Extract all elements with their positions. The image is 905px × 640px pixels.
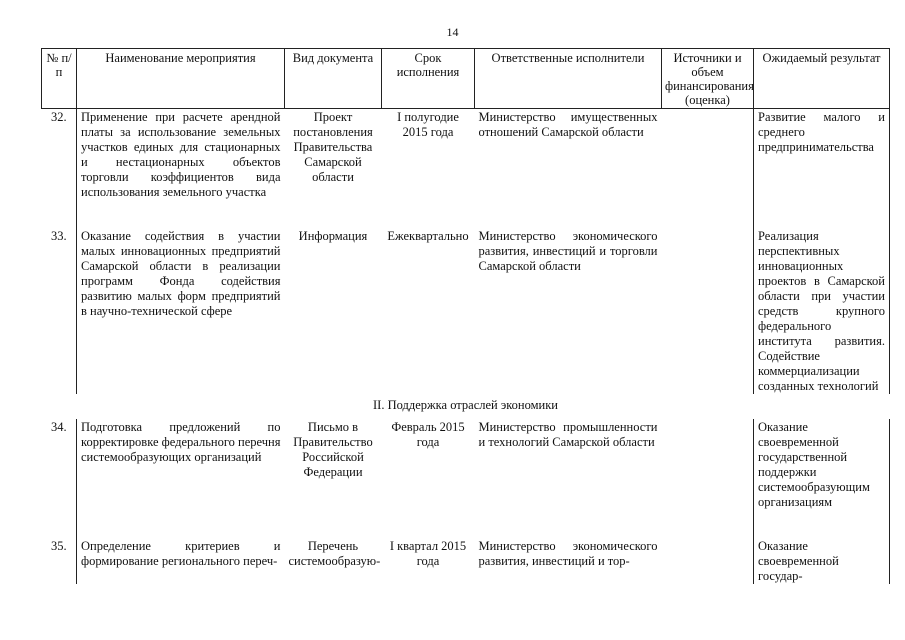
header-executors: Ответственные исполнители [475, 49, 662, 109]
row-executors: Министерство имущественных отношений Самарской области [475, 109, 662, 201]
row-document: Перечень системообразую- [288, 539, 381, 568]
row-term: I квартал 2015 года [389, 539, 467, 568]
table-row [42, 109, 890, 201]
row-name: Определение критериев и формирование регионального переч- [77, 538, 285, 584]
row-result: Оказание своевременной государ- [754, 538, 890, 584]
row-funding [662, 228, 754, 394]
row-document: Проект постановления Правительства Самарской области [285, 109, 382, 201]
row-name: Оказание содействия в участии малых инновационных предприятий Самарской области в реализации программ Фонда содействия развитию малых форм предприятий в научно-технической сфере [77, 228, 285, 394]
action-plan-table [41, 48, 890, 584]
row-number: 35. [50, 539, 67, 553]
row-result: Развитие малого и среднего предпринимательства [754, 109, 890, 201]
header-document: Вид документа [285, 49, 382, 109]
row-number: 34. [50, 420, 67, 434]
header-name: Наименование мероприятия [77, 49, 285, 109]
table-row [42, 538, 890, 584]
table-header-row [42, 49, 890, 109]
page-number: 14 [446, 25, 459, 39]
row-result: Оказание своевременной государственной поддержки системообразующим организациям [754, 419, 890, 510]
row-executors: Министерство экономического развития, инвестиций и торговли Самарской области [478, 229, 658, 273]
row-executors: Министерство экономического развития, инвестиций и тор- [478, 539, 658, 568]
row-number: 33. [50, 229, 67, 243]
row-number: 32. [42, 109, 77, 201]
row-spacer [42, 200, 890, 228]
row-term: I полугодие 2015 года [382, 109, 475, 201]
row-executors: Министерство промышленности и технологий Самарской области [478, 420, 658, 449]
table-row [42, 419, 890, 510]
row-document: Информация [298, 229, 368, 243]
header-funding: Источники и объем финансирования (оценка) [662, 49, 754, 109]
row-name: Применение при расчете арендной платы за использование земельных участков единых для стационарных и нестационарных объектов торговли коэффициентов вида использования земельного участка [77, 109, 285, 201]
header-number: № п/п [42, 49, 77, 109]
section-heading-row [42, 394, 890, 419]
header-result: Ожидаемый результат [754, 49, 890, 109]
header-term: Срок исполнения [382, 49, 475, 109]
row-term: Ежеквартально [387, 229, 469, 243]
row-name: Подготовка предложений по корректировке федерального перечня системообразующих организаций [77, 419, 285, 510]
section-title: II. Поддержка отраслей экономики [373, 398, 558, 412]
row-funding [662, 109, 754, 201]
row-funding [662, 419, 754, 510]
row-document: Письмо в Правительство Российской Федерации [293, 420, 373, 479]
row-funding [662, 538, 754, 584]
row-spacer [42, 510, 890, 538]
row-result: Реализация перспективных инновационных проектов в Самарской области при участии средств крупного федерального института развития. Содействие коммерциализации созданных технологий [754, 228, 890, 394]
row-term: Февраль 2015 года [391, 420, 465, 449]
table-row [42, 228, 890, 394]
